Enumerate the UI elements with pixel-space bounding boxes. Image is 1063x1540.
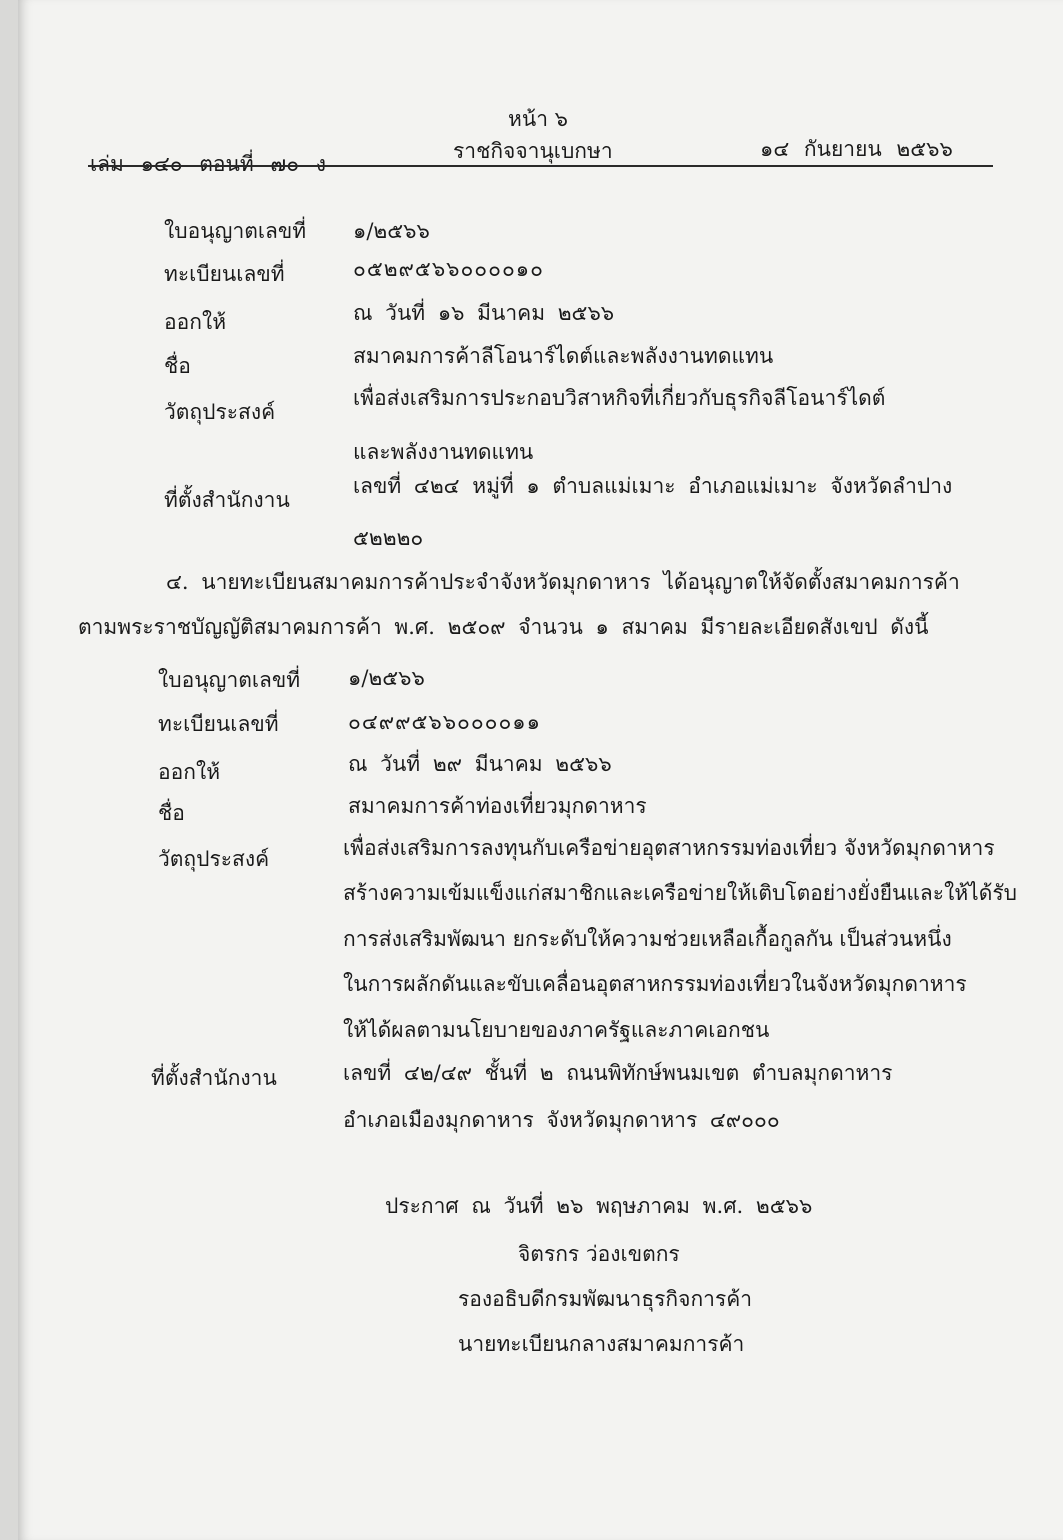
purpose-line: และพลังงานทดแทน [353,440,534,464]
purpose-line: ในการผลักดันและขับเคลื่อนอุตสาหกรรมท่องเที่ยวในจังหวัดมุกดาหาร [343,972,967,996]
issued-value: ณ วันที่ ๑๖ มีนาคม ๒๕๖๖ [353,301,615,325]
registration-value: ๐๕๒๙๕๖๖๐๐๐๐๑๐ [353,257,544,281]
volume-info: เล่ม ๑๔๐ ตอนที่ ๗๐ ง [90,152,326,176]
issued-label: ออกให้ [158,760,221,784]
office-line: ๕๒๒๒๐ [353,526,424,550]
purpose-line: ให้ได้ผลตามนโยบายของภาครัฐและภาคเอกชน [343,1018,770,1042]
signer-name: จิตรกร ว่องเขตกร [518,1242,680,1266]
document-page [18,0,1063,1540]
purpose-line: การส่งเสริมพัฒนา ยกระดับให้ความช่วยเหลือเกื้อกูลกัน เป็นส่วนหนึ่ง [343,927,952,951]
registration-value: ๐๔๙๙๕๖๖๐๐๐๐๑๑ [348,710,541,734]
announcement-date: ประกาศ ณ วันที่ ๒๖ พฤษภาคม พ.ศ. ๒๕๖๖ [385,1194,813,1218]
publication-title: ราชกิจจานุเบกษา [453,139,613,163]
license-value: ๑/๒๕๖๖ [353,219,430,243]
signer-position: นายทะเบียนกลางสมาคมการค้า [458,1332,745,1356]
page-number: หน้า ๖ [508,107,568,131]
purpose-line: เพื่อส่งเสริมการลงทุนกับเครือข่ายอุตสาหกรรมท่องเที่ยว จังหวัดมุกดาหาร [343,836,995,860]
office-line: อำเภอเมืองมุกดาหาร จังหวัดมุกดาหาร ๔๙๐๐๐ [343,1108,780,1132]
issued-label: ออกให้ [164,310,227,334]
signer-position: รองอธิบดีกรมพัฒนาธุรกิจการค้า [458,1287,753,1311]
office-label: ที่ตั้งสำนักงาน [164,488,290,512]
name-label: ชื่อ [164,354,191,378]
name-label: ชื่อ [158,801,185,825]
header-rule [88,165,993,167]
registration-label: ทะเบียนเลขที่ [158,712,279,736]
section-paragraph: ตามพระราชบัญญัติสมาคมการค้า พ.ศ. ๒๕๐๙ จำนวน ๑ สมาคม มีรายละเอียดสังเขป ดังนี้ [78,615,929,639]
purpose-label: วัตถุประสงค์ [164,400,276,424]
issued-value: ณ วันที่ ๒๙ มีนาคม ๒๕๖๖ [348,752,612,776]
office-line: เลขที่ ๔๒๔ หมู่ที่ ๑ ตำบลแม่เมาะ อำเภอแม่เมาะ จังหวัดลำปาง [353,474,953,498]
publication-date: ๑๔ กันยายน ๒๕๖๖ [760,137,953,161]
purpose-label: วัตถุประสงค์ [158,847,270,871]
office-label: ที่ตั้งสำนักงาน [151,1066,277,1090]
purpose-line: เพื่อส่งเสริมการประกอบวิสาหกิจที่เกี่ยวกับธุรกิจลีโอนาร์ไดต์ [353,386,886,410]
name-value: สมาคมการค้าท่องเที่ยวมุกดาหาร [348,794,647,818]
license-label: ใบอนุญาตเลขที่ [158,668,301,692]
section-paragraph: ๔. นายทะเบียนสมาคมการค้าประจำจังหวัดมุกดาหาร ได้อนุญาตให้จัดตั้งสมาคมการค้า [166,570,960,594]
name-value: สมาคมการค้าลีโอนาร์ไดต์และพลังงานทดแทน [353,344,774,368]
license-label: ใบอนุญาตเลขที่ [164,219,307,243]
registration-label: ทะเบียนเลขที่ [164,262,285,286]
office-line: เลขที่ ๔๒/๔๙ ชั้นที่ ๒ ถนนพิทักษ์พนมเขต ตำบลมุกดาหาร [343,1061,893,1085]
license-value: ๑/๒๕๖๖ [348,666,425,690]
purpose-line: สร้างความเข้มแข็งแก่สมาชิกและเครือข่ายให้เติบโตอย่างยั่งยืนและให้ได้รับ [343,881,1017,905]
